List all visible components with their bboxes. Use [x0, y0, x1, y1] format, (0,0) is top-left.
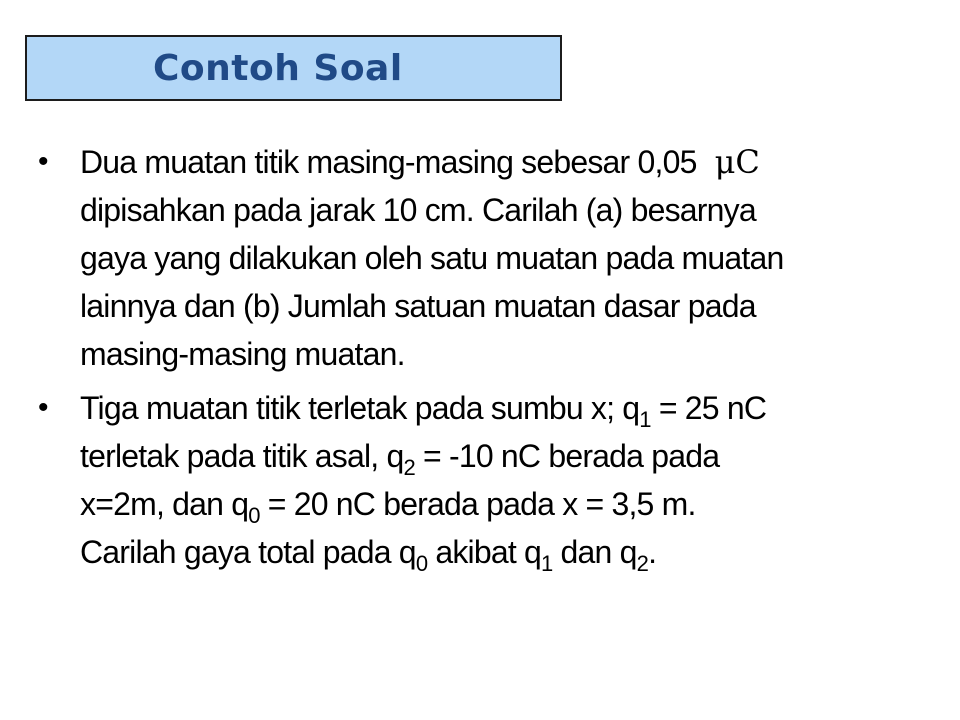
q2-l4-text-c: dan q: [552, 534, 637, 570]
q2-l3-text-a: x=2m, dan q: [80, 486, 249, 522]
q2-l1-subscript: 1: [639, 407, 651, 432]
q1-unit-microcoulomb: μC: [714, 143, 760, 181]
question-2: [38, 384, 938, 576]
q2-l4-text-d: .: [648, 534, 657, 570]
question-2-line-3: [80, 480, 938, 528]
q1-line1-text: Dua muatan titik masing-masing sebesar 0,05: [80, 144, 697, 180]
q2-l4-text-b: akibat q: [427, 534, 542, 570]
bullet-icon: •: [38, 145, 48, 178]
question-1-line-4: lainnya dan (b) Jumlah satuan muatan dasar pada: [80, 288, 756, 324]
q2-l2-text-a: terletak pada titik asal, q: [80, 438, 404, 474]
question-2-line-1: [80, 384, 938, 432]
q2-l3-text-b: = 20 nC berada pada x = 3,5 m.: [259, 486, 696, 522]
q2-l4-text-a: Carilah gaya total pada q: [80, 534, 416, 570]
slide-title: Contoh Soal: [25, 35, 562, 101]
question-1-line-3: gaya yang dilakukan oleh satu muatan pada muatan: [80, 240, 784, 276]
question-1-line-5: masing-masing muatan.: [80, 336, 405, 372]
q2-l4-subscript-2: 1: [541, 551, 553, 576]
q2-l4-subscript-1: 0: [415, 551, 428, 576]
question-1-line-2: dipisahkan pada jarak 10 cm. Carilah (a) besarnya: [80, 192, 756, 228]
q2-l4-subscript-3: 2: [636, 551, 649, 576]
q2-l2-text-b: = -10 nC berada pada: [414, 438, 720, 474]
q2-l1-text-b: = 25 nC: [650, 390, 767, 426]
q2-l1-text-a: Tiga muatan titik terletak pada sumbu x; q: [80, 390, 640, 426]
q2-l2-subscript: 2: [403, 455, 415, 480]
question-1-line-1: [80, 138, 938, 186]
question-2-line-2: [80, 432, 938, 480]
question-1: [38, 138, 938, 378]
q2-l3-subscript: 0: [248, 503, 260, 528]
question-list: [38, 138, 938, 582]
bullet-icon: •: [38, 391, 48, 424]
question-2-line-4: [80, 528, 938, 576]
